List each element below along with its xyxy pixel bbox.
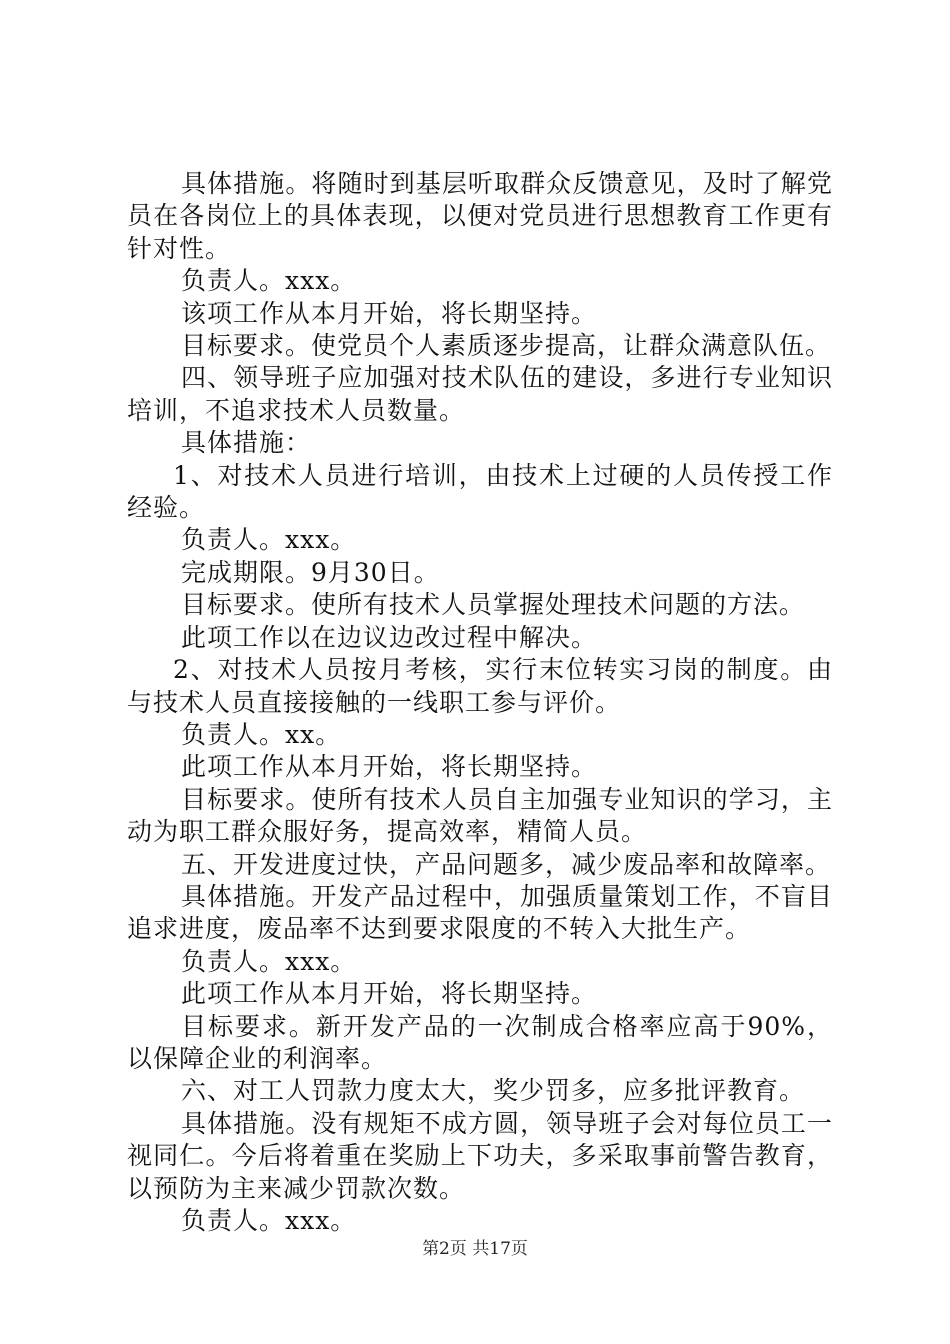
paragraph: 具体措施。没有规矩不成方圆，领导班子会对每位员工一视同仁。今后将着重在奖励上下功夫，多采取事前警告教育，以预防为主来减少罚款次数。: [127, 1108, 833, 1203]
paragraph: 目标要求。使所有技术人员自主加强专业知识的学习，主动为职工群众服好务，提高效率，精简人员。: [127, 784, 833, 847]
paragraph: 负责人。xxx。: [181, 946, 357, 976]
paragraph: 四、领导班子应加强对技术队伍的建设，多进行专业知识培训，不追求技术人员数量。: [127, 363, 833, 425]
paragraph: 此项工作以在边议边改过程中解决。: [181, 622, 598, 652]
paragraph: 负责人。xxx。: [181, 1206, 357, 1235]
paragraph: 具体措施。开发产品过程中，加强质量策划工作，不盲目追求进度，废品率不达到要求限度的不转入大批生产。: [127, 881, 833, 944]
paragraph: 六、对工人罚款力度太大，奖少罚多，应多批评教育。: [181, 1076, 806, 1106]
paragraph: 负责人。xxx。: [181, 525, 357, 555]
paragraph: 2、对技术人员按月考核，实行末位转实习岗的制度。由与技术人员直接接触的一线职工参与评价。: [127, 655, 833, 717]
paragraph: 目标要求。使所有技术人员掌握处理技术问题的方法。: [181, 590, 806, 620]
document-body: [127, 168, 833, 1237]
paragraph: 该项工作从本月开始，将长期坚持。: [181, 298, 598, 328]
paragraph: 1、对技术人员进行培训，由技术上过硬的人员传授工作经验。: [127, 460, 833, 523]
paragraph: 此项工作从本月开始，将长期坚持。: [181, 752, 598, 782]
paragraph: 目标要求。使党员个人素质逐步提高，让群众满意队伍。: [181, 331, 832, 361]
paragraph: 负责人。xx。: [181, 719, 342, 749]
paragraph: 完成期限。9月30日。: [181, 557, 440, 587]
paragraph: 具体措施：: [181, 428, 312, 458]
paragraph: 负责人。xxx。: [181, 266, 357, 296]
page-number-footer: 第2页 共17页: [422, 1239, 528, 1259]
paragraph: 五、开发进度过快，产品问题多，减少废品率和故障率。: [181, 849, 832, 879]
paragraph: 目标要求。新开发产品的一次制成合格率应高于90%，以保障企业的利润率。: [127, 1011, 833, 1073]
paragraph: 具体措施。将随时到基层听取群众反馈意见，及时了解党员在各岗位上的具体表现，以便对党员进行思想教育工作更有针对性。: [127, 169, 833, 263]
paragraph: 此项工作从本月开始，将长期坚持。: [181, 979, 598, 1009]
